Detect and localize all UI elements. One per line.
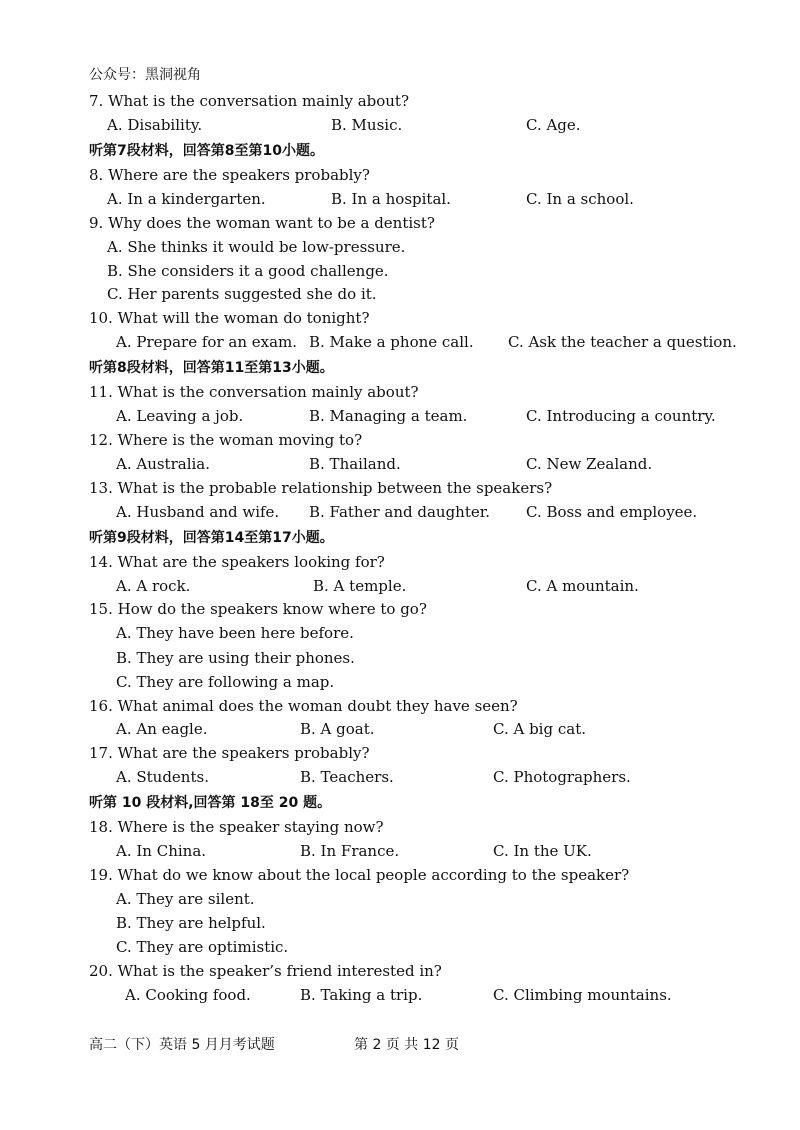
option: B. They are helpful. — [116, 914, 266, 932]
option: B. Managing a team. — [309, 407, 468, 425]
option: A. They have been here before. — [116, 624, 354, 642]
question-stem: 15. How do the speakers know where to go? — [89, 600, 427, 618]
option: C. A mountain. — [526, 577, 639, 595]
section-heading: 听第 10 段材料,回答第 18至 20 题。 — [89, 795, 332, 811]
question-stem: 20. What is the speaker’s friend interested in? — [89, 962, 442, 980]
section-heading: 听第8段材料，回答第11至第13小题。 — [89, 360, 334, 376]
option: B. In France. — [300, 842, 400, 860]
option: A. Husband and wife. — [116, 503, 280, 521]
option: B. Make a phone call. — [309, 333, 474, 351]
option: B. Thailand. — [309, 455, 401, 473]
option: A. In a kindergarten. — [107, 190, 266, 208]
question-stem: 11. What is the conversation mainly about? — [89, 383, 419, 401]
option: B. Music. — [331, 116, 403, 134]
section-heading: 听第9段材料，回答第14至第17小题。 — [89, 530, 334, 546]
footer-exam-title: 高二（下）英语 5 月月考试题 — [89, 1037, 275, 1053]
option: C. Ask the teacher a question. — [508, 333, 737, 351]
question-stem: 12. Where is the woman moving to? — [89, 431, 363, 449]
option: B. Taking a trip. — [300, 986, 423, 1004]
option: A. They are silent. — [116, 890, 255, 908]
section-heading: 听第7段材料，回答第8至第10小题。 — [89, 143, 324, 159]
footer-page-number: 第 2 页 共 12 页 — [354, 1037, 459, 1053]
option: C. Age. — [526, 116, 581, 134]
option: C. Photographers. — [493, 768, 631, 786]
question-stem: 19. What do we know about the local people according to the speaker? — [89, 866, 630, 884]
option: C. In the UK. — [493, 842, 592, 860]
question-stem: 7. What is the conversation mainly about? — [89, 92, 410, 110]
option: B. They are using their phones. — [116, 649, 355, 667]
question-stem: 8. Where are the speakers probably? — [89, 166, 370, 184]
option: A. Prepare for an exam. — [116, 333, 298, 351]
option: C. In a school. — [526, 190, 634, 208]
option: B. In a hospital. — [331, 190, 451, 208]
question-stem: 14. What are the speakers looking for? — [89, 553, 385, 571]
option: A. A rock. — [116, 577, 191, 595]
header-account: 公众号：黑洞视角 — [89, 67, 201, 83]
option: B. She considers it a good challenge. — [107, 262, 389, 280]
question-stem: 16. What animal does the woman doubt they have seen? — [89, 697, 518, 715]
option: A. Leaving a job. — [116, 407, 244, 425]
option: A. In China. — [116, 842, 207, 860]
option: B. A goat. — [300, 720, 375, 738]
option: C. They are optimistic. — [116, 938, 289, 956]
question-stem: 17. What are the speakers probably? — [89, 744, 370, 762]
question-stem: 18. Where is the speaker staying now? — [89, 818, 384, 836]
option: C. Climbing mountains. — [493, 986, 672, 1004]
option: C. Boss and employee. — [526, 503, 698, 521]
option: A. Students. — [116, 768, 209, 786]
option: C. They are following a map. — [116, 673, 335, 691]
question-stem: 13. What is the probable relationship between the speakers? — [89, 479, 553, 497]
option: C. Her parents suggested she do it. — [107, 285, 377, 303]
option: C. A big cat. — [493, 720, 586, 738]
option: A. Australia. — [116, 455, 211, 473]
option: A. Disability. — [107, 116, 203, 134]
option: A. An eagle. — [116, 720, 208, 738]
option: B. Teachers. — [300, 768, 394, 786]
option: C. Introducing a country. — [526, 407, 716, 425]
option: B. A temple. — [313, 577, 407, 595]
question-stem: 9. Why does the woman want to be a dentist? — [89, 214, 435, 232]
question-stem: 10. What will the woman do tonight? — [89, 309, 370, 327]
option: C. New Zealand. — [526, 455, 653, 473]
option: A. She thinks it would be low-pressure. — [107, 238, 406, 256]
option: B. Father and daughter. — [309, 503, 491, 521]
option: A. Cooking food. — [125, 986, 251, 1004]
